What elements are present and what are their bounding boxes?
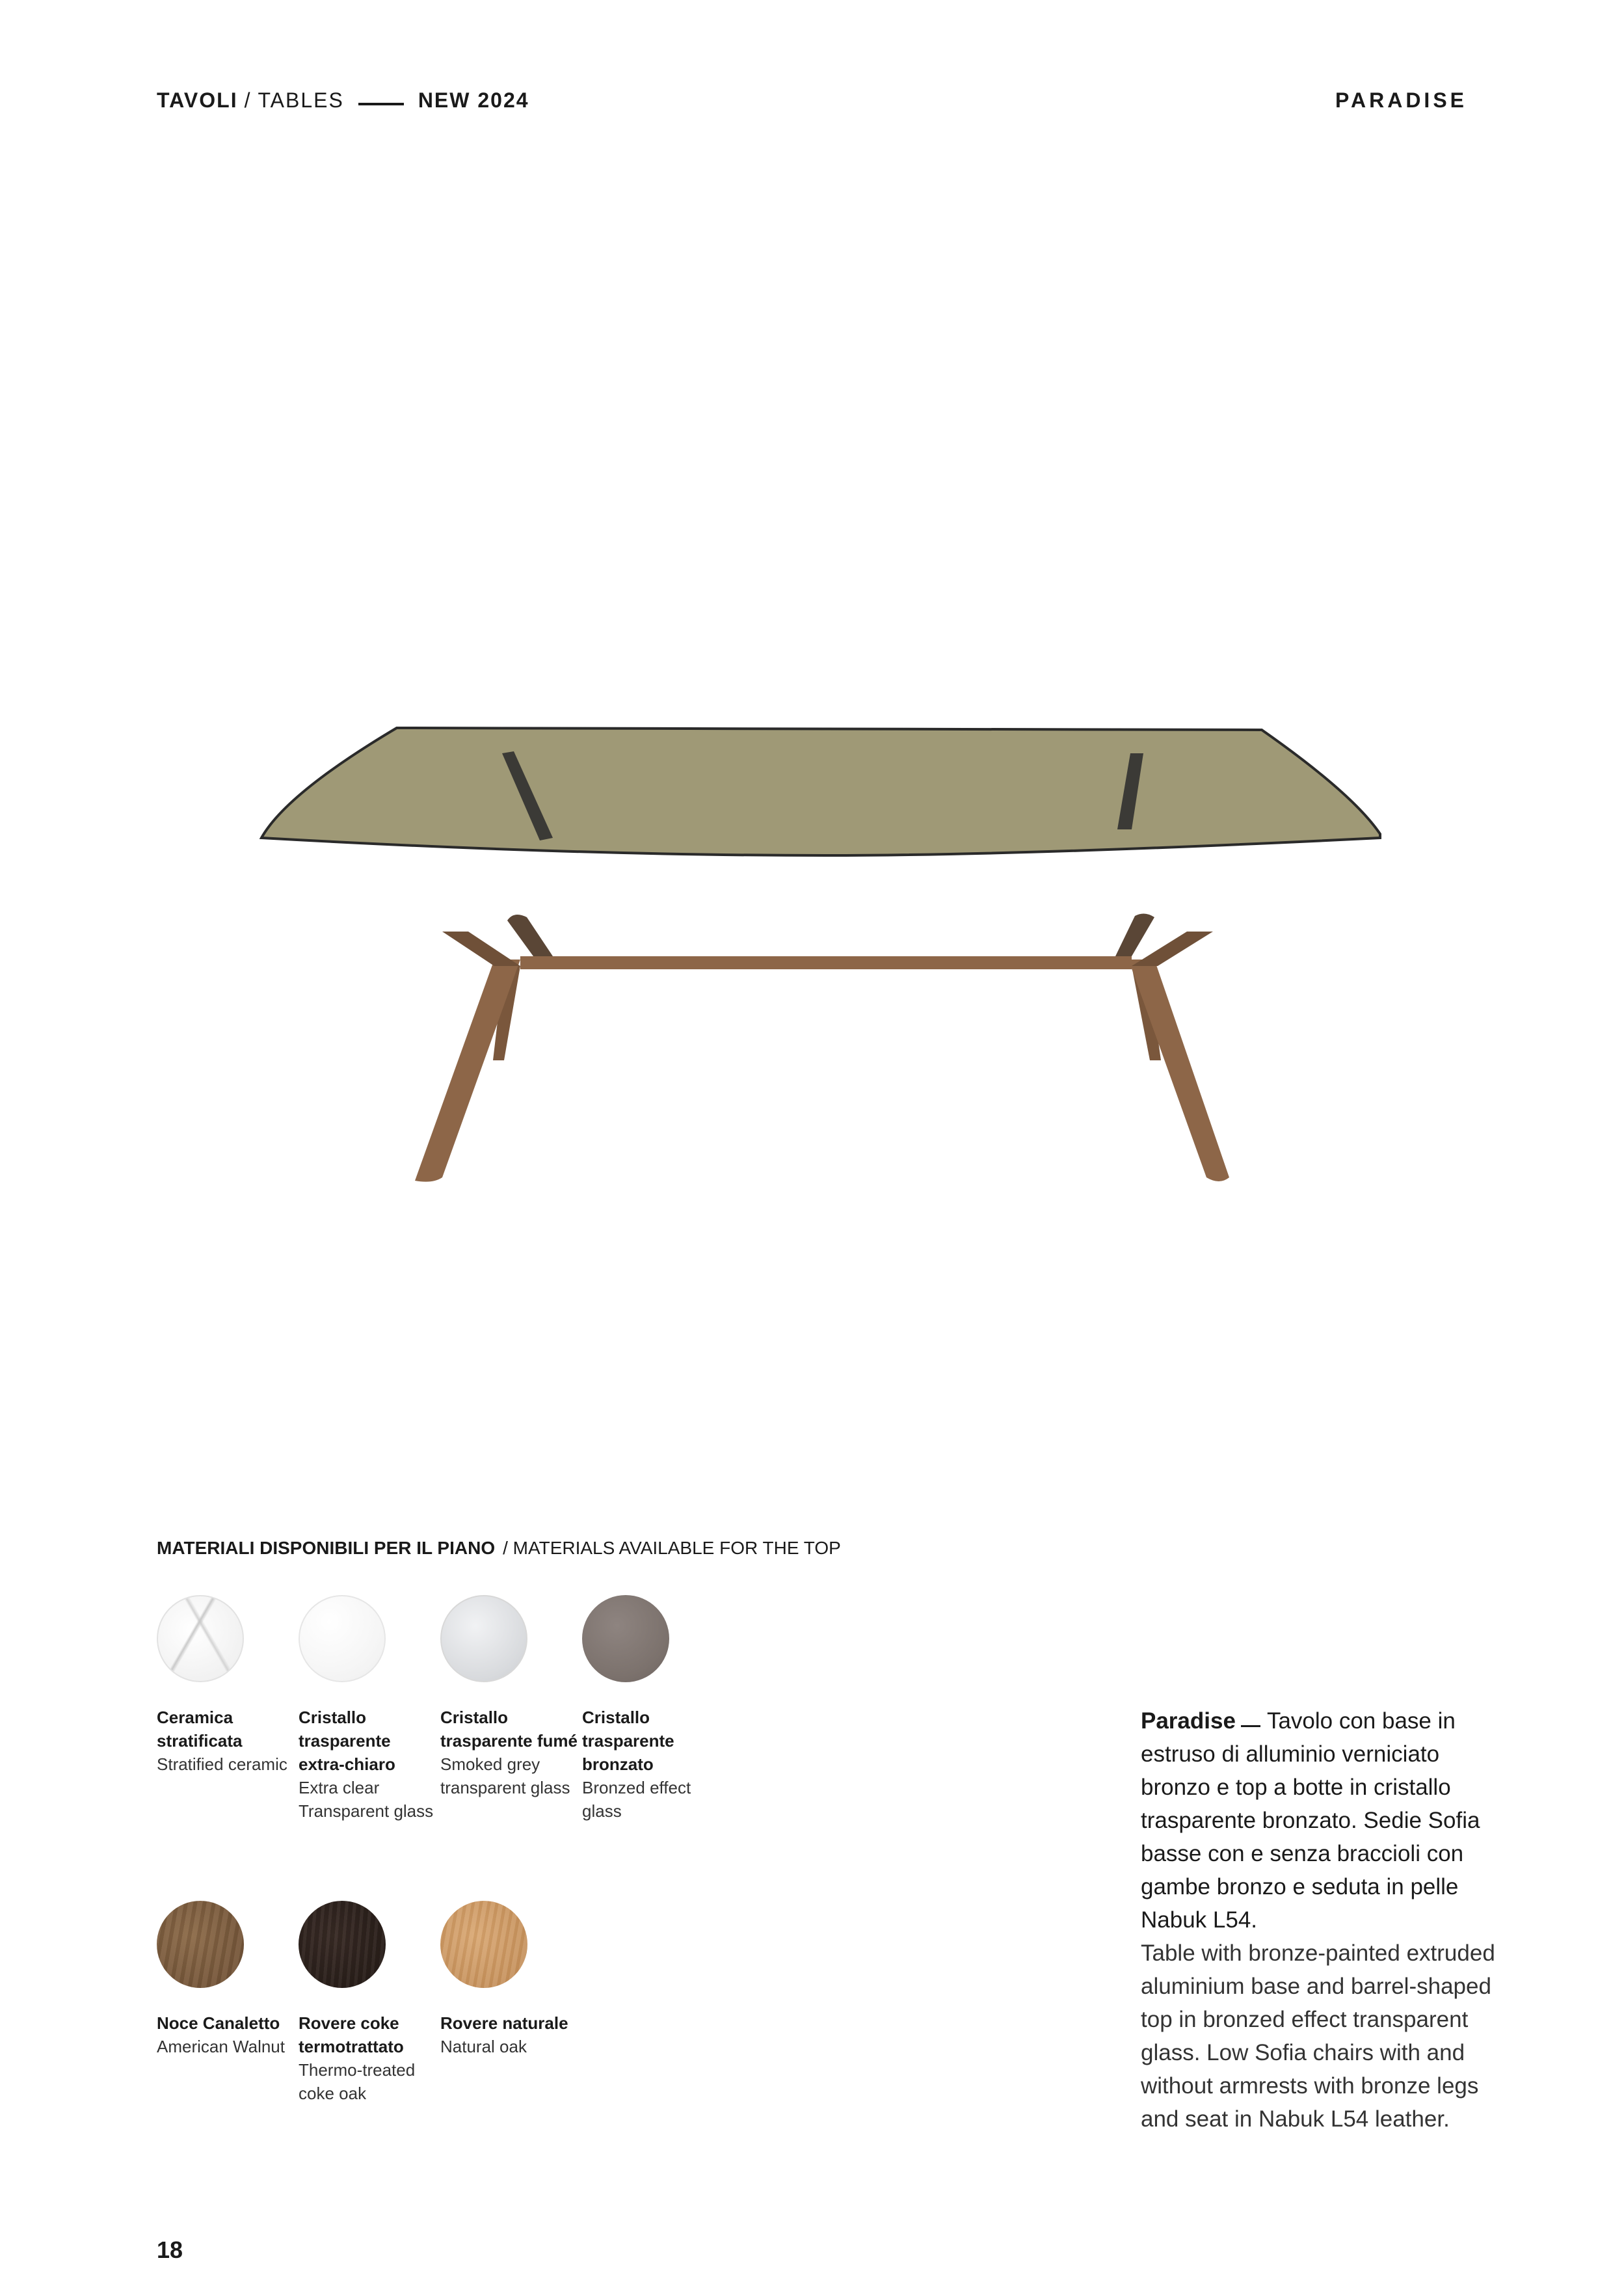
material-name-en: Stratified ceramic bbox=[157, 1754, 287, 1774]
description-text-it: Tavolo con base in estruso di alluminio verniciato bronzo e top a botte in cristallo trasparente bronzato. Sedie Sofia basse con e senza braccioli con gambe bronzo e seduta in pelle Nabuk L54. bbox=[1141, 1708, 1480, 1933]
page-number: 18 bbox=[157, 2236, 183, 2263]
extra-clear-glass-swatch-icon bbox=[299, 1595, 386, 1682]
walnut-swatch-icon bbox=[157, 1901, 244, 1988]
materials-title-en: / MATERIALS AVAILABLE FOR THE TOP bbox=[503, 1538, 841, 1558]
description-product-name: Paradise bbox=[1141, 1708, 1236, 1734]
product-title: PARADISE bbox=[1335, 88, 1467, 112]
support-arm-back-right bbox=[1115, 913, 1154, 956]
ceramic-swatch-icon bbox=[157, 1595, 244, 1682]
material-name-it: Noce Canaletto bbox=[157, 2013, 280, 2033]
glass-top bbox=[261, 728, 1380, 855]
front-leg-left bbox=[415, 960, 520, 1182]
material-name-en: Smoked grey transparent glass bbox=[440, 1754, 570, 1797]
material-name-en: Thermo-treated coke oak bbox=[299, 2060, 416, 2103]
materials-row-2 bbox=[157, 1901, 582, 2105]
material-name-it: Cristallo trasparente fumé bbox=[440, 1708, 578, 1751]
materials-row-1 bbox=[157, 1595, 724, 1823]
material-item bbox=[440, 1901, 582, 2105]
collection-label: NEW 2024 bbox=[418, 88, 529, 112]
material-name-it: Rovere coke termotrattato bbox=[299, 2013, 404, 2056]
material-name-it: Cristallo trasparente extra-chiaro bbox=[299, 1708, 395, 1774]
material-name-it: Ceramica stratificata bbox=[157, 1708, 243, 1751]
material-item bbox=[582, 1595, 724, 1823]
material-name-it: Rovere naturale bbox=[440, 2013, 568, 2033]
front-leg-right bbox=[1128, 960, 1229, 1181]
material-name-en: American Walnut bbox=[157, 2037, 285, 2056]
bronzed-glass-swatch-icon bbox=[582, 1595, 669, 1682]
support-arm-front-left bbox=[442, 932, 520, 966]
header-divider bbox=[358, 103, 404, 105]
coke-oak-swatch-icon bbox=[299, 1901, 386, 1988]
product-description bbox=[1141, 1704, 1505, 2136]
category-it: TAVOLI bbox=[157, 88, 238, 112]
materials-title bbox=[157, 1538, 841, 1559]
support-arm-back-left bbox=[507, 915, 553, 956]
material-item bbox=[157, 1595, 299, 1823]
description-dash bbox=[1241, 1725, 1260, 1727]
description-text-en: Table with bronze-painted extruded aluminium base and barrel-shaped top in bronzed effect transparent glass. Low Sofia chairs with and without armrests with bronze legs and seat in Nabuk L54 leather. bbox=[1141, 1940, 1495, 2132]
smoked-glass-swatch-icon bbox=[440, 1595, 527, 1682]
material-name-en: Extra clear Transparent glass bbox=[299, 1778, 434, 1821]
breadcrumb bbox=[157, 88, 529, 113]
paradise-table-image bbox=[247, 696, 1405, 1216]
material-item bbox=[157, 1901, 299, 2105]
support-arm-front-right bbox=[1132, 932, 1213, 966]
stretcher bbox=[520, 956, 1132, 969]
natural-oak-swatch-icon bbox=[440, 1901, 527, 1988]
material-item bbox=[440, 1595, 582, 1823]
category-en: TABLES bbox=[258, 88, 344, 112]
material-name-en: Natural oak bbox=[440, 2037, 527, 2056]
material-item bbox=[299, 1595, 440, 1823]
category-separator: / bbox=[244, 88, 252, 112]
page-header bbox=[157, 88, 1467, 114]
material-item bbox=[299, 1901, 440, 2105]
material-name-it: Cristallo trasparente bronzato bbox=[582, 1708, 674, 1774]
materials-title-it: MATERIALI DISPONIBILI PER IL PIANO bbox=[157, 1538, 496, 1558]
material-name-en: Bronzed effect glass bbox=[582, 1778, 691, 1821]
